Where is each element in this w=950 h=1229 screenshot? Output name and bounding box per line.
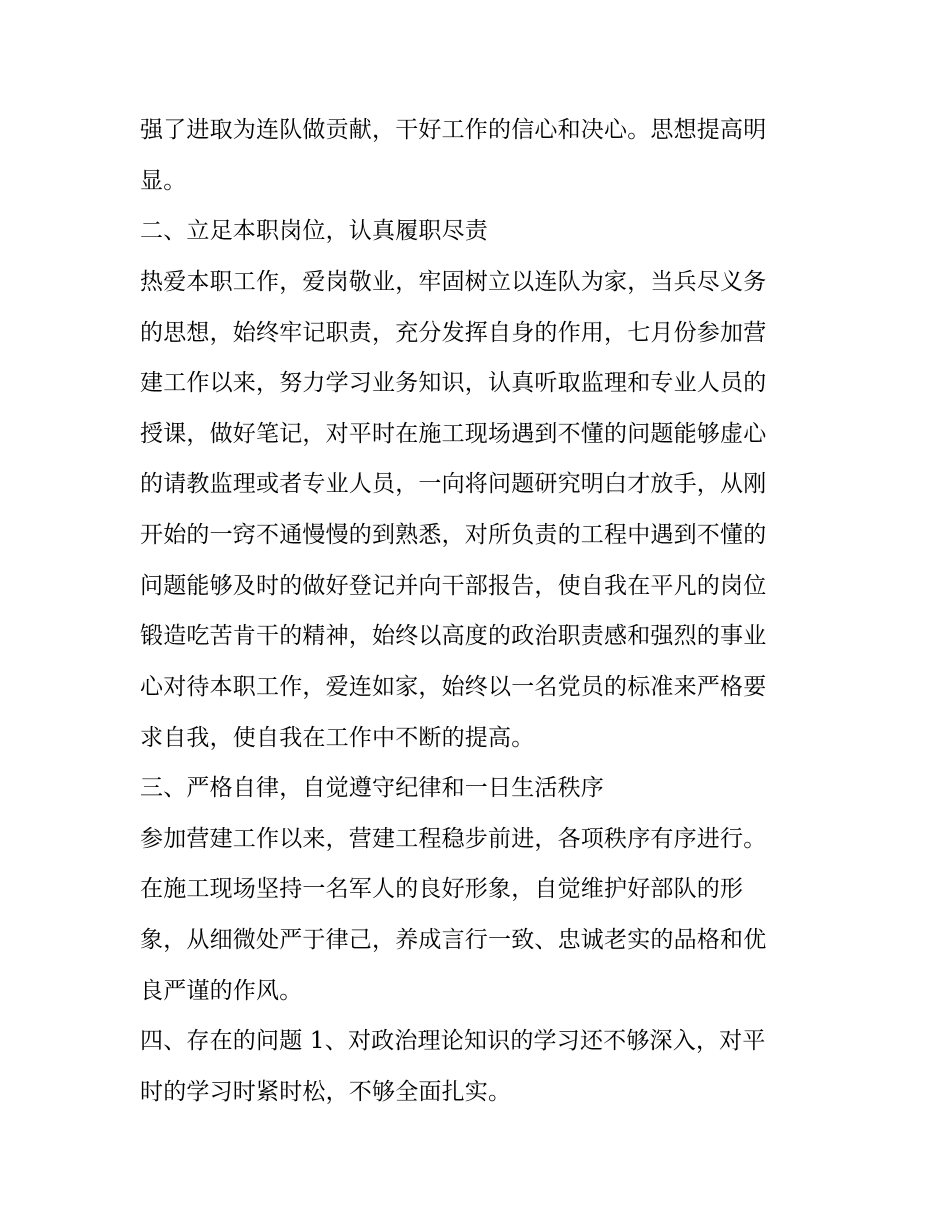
text-line: 参加营建工作以来，营建工程稳步前进，各项秩序有序进行。 bbox=[140, 826, 767, 852]
text-line: 求自我，使自我在工作中不断的提高。 bbox=[140, 725, 535, 751]
text-line: 在施工现场坚持一名军人的良好形象，自觉维护好部队的形 bbox=[140, 876, 744, 902]
text-line: 强了进取为连队做贡献，干好工作的信心和决心。思想提高明 bbox=[140, 117, 767, 143]
text-line: 建工作以来，努力学习业务知识，认真听取监理和专业人员的 bbox=[140, 370, 767, 396]
text-line: 授课，做好笔记，对平时在施工现场遇到不懂的问题能够虚心 bbox=[140, 421, 767, 447]
text-line: 显。 bbox=[140, 168, 187, 194]
section-heading: 三、严格自律，自觉遵守纪律和一日生活秩序 bbox=[140, 775, 604, 801]
text-line: 开始的一窍不通慢慢的到熟悉，对所负责的工程中遇到不懂的 bbox=[140, 522, 767, 548]
text-line: 心对待本职工作，爱连如家，始终以一名党员的标准来严格要 bbox=[140, 674, 767, 700]
text-line: 象，从细微处严于律己，养成言行一致、忠诚老实的品格和优 bbox=[140, 927, 767, 953]
text-line: 良严谨的作风。 bbox=[140, 978, 303, 1004]
section-heading: 四、存在的问题 1、对政治理论知识的学习还不够深入，对平 bbox=[140, 1028, 766, 1054]
text-line: 的思想，始终牢记职责，充分发挥自身的作用，七月份参加营 bbox=[140, 320, 767, 346]
text-line: 的请教监理或者专业人员，一向将问题研究明白才放手，从刚 bbox=[140, 471, 767, 497]
text-line: 时的学习时紧时松，不够全面扎实。 bbox=[140, 1079, 512, 1105]
text-line: 问题能够及时的做好登记并向干部报告，使自我在平凡的岗位 bbox=[140, 573, 767, 599]
text-line: 锻造吃苦肯干的精神，始终以高度的政治职责感和强烈的事业 bbox=[140, 623, 767, 649]
text-line: 热爱本职工作，爱岗敬业，牢固树立以连队为家，当兵尽义务 bbox=[140, 269, 767, 295]
section-heading: 二、立足本职岗位，认真履职尽责 bbox=[140, 218, 488, 244]
